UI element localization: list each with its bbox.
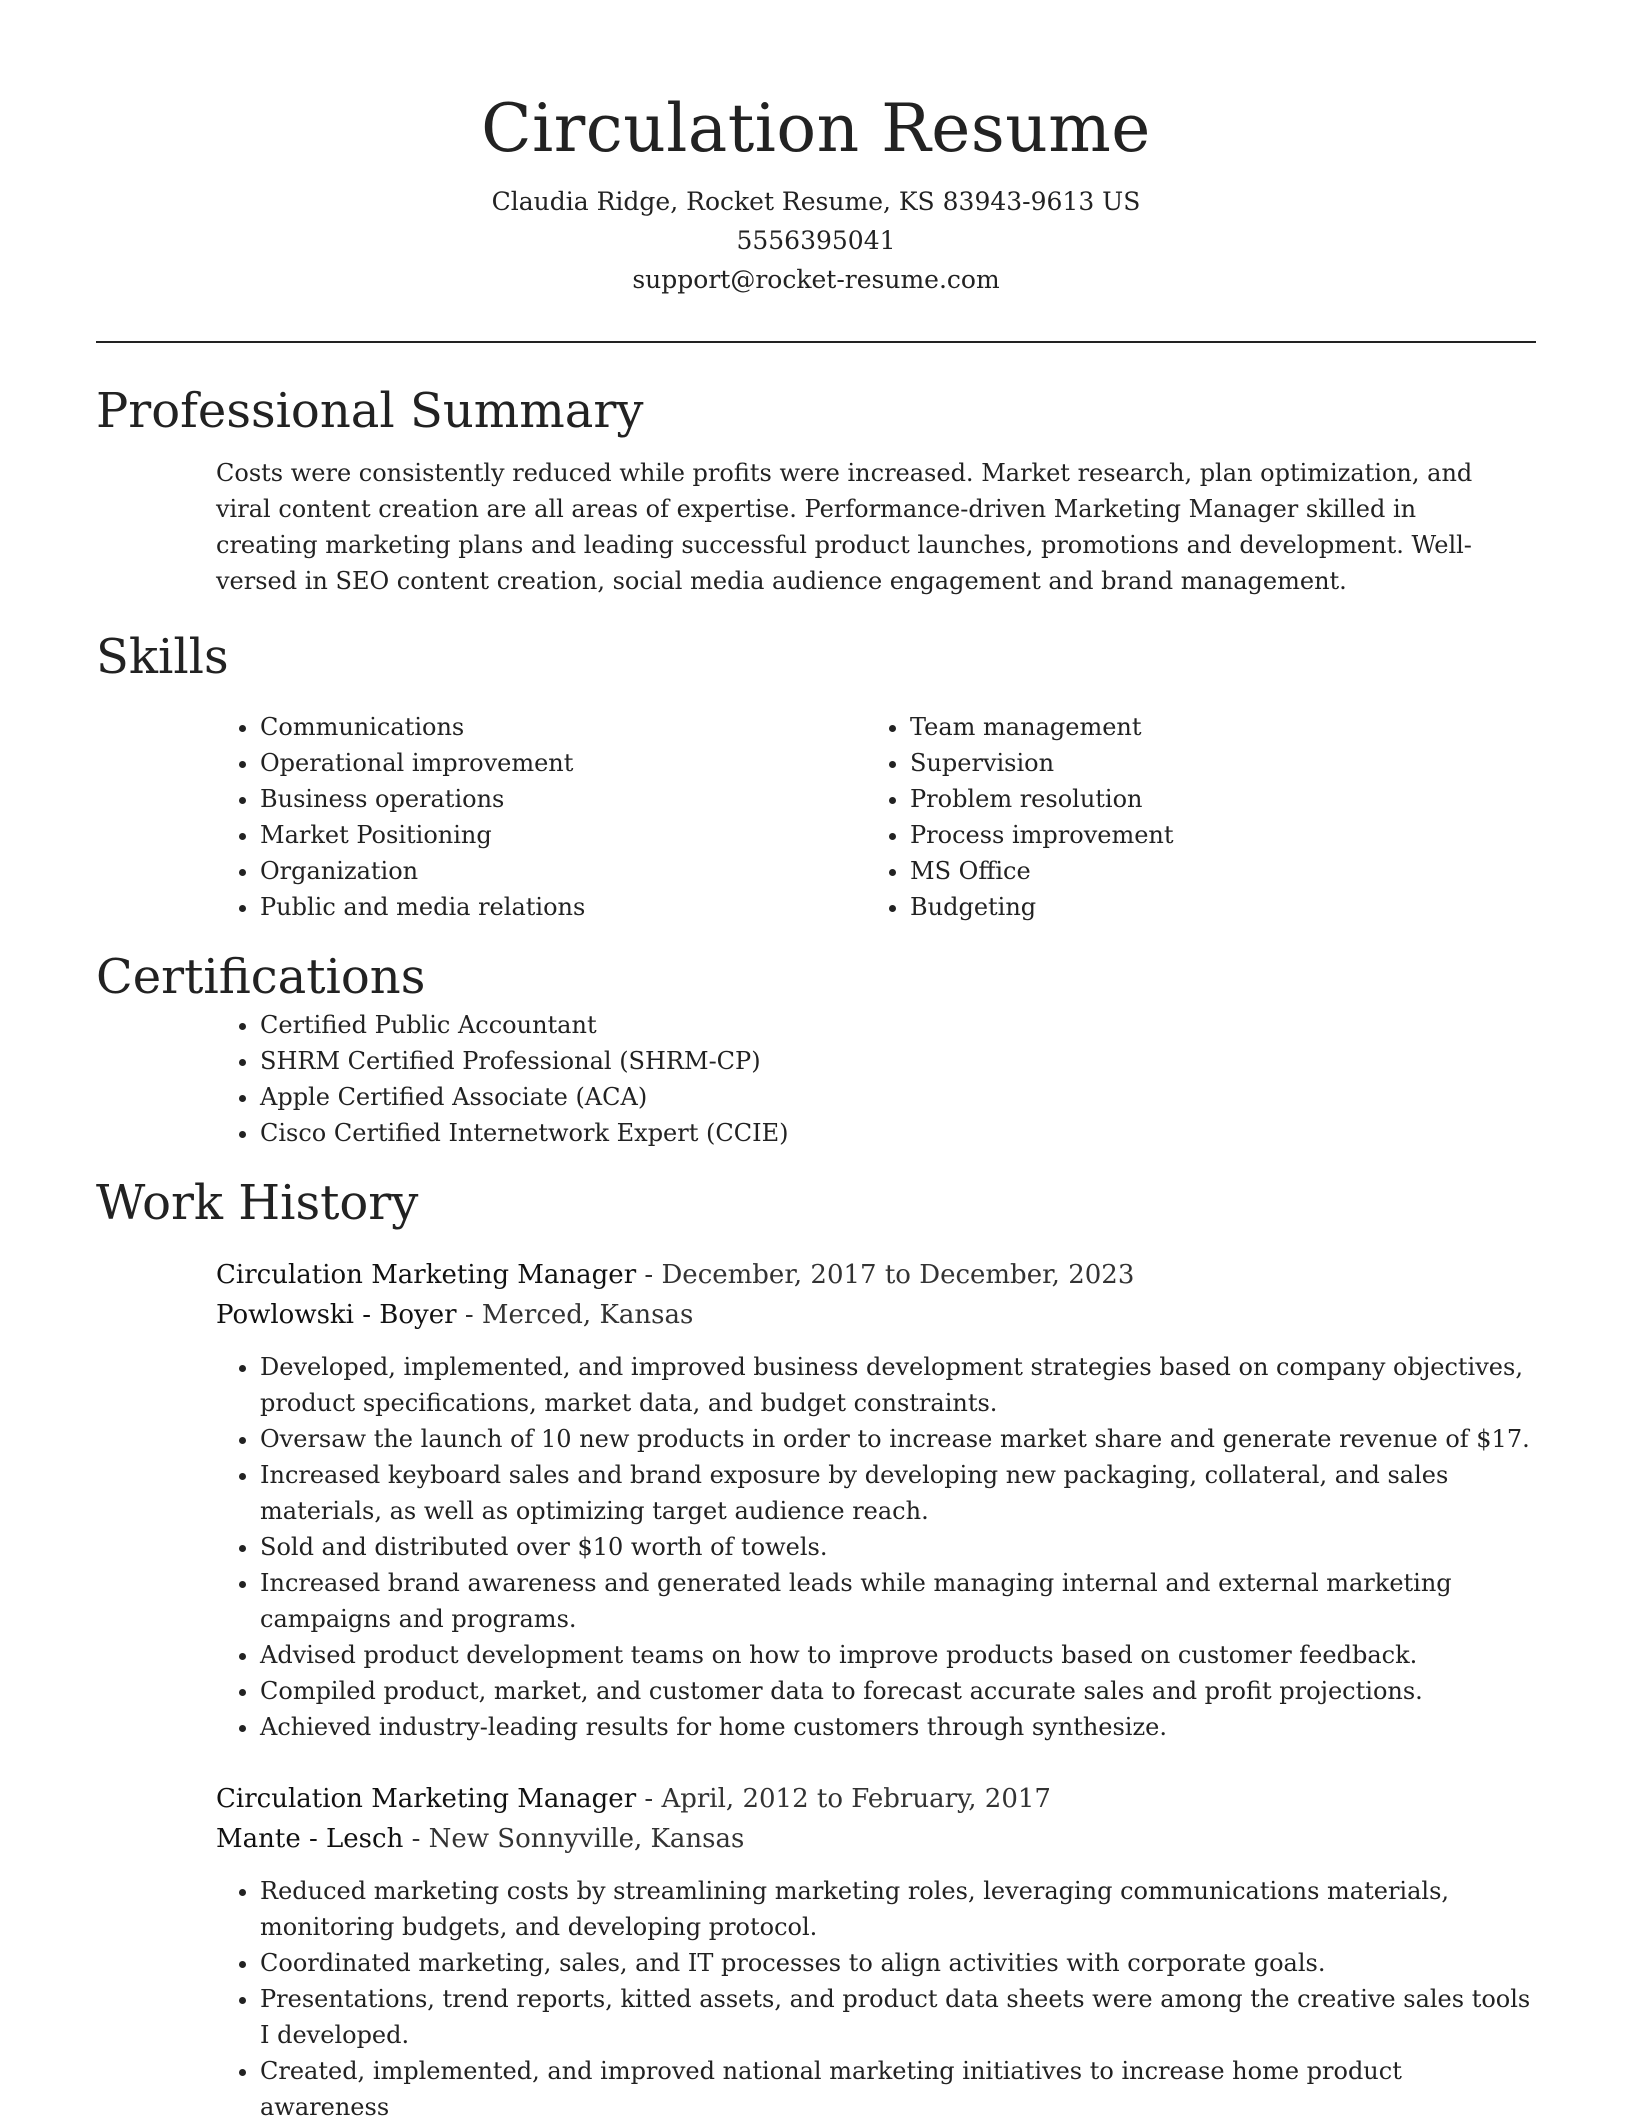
header-divider — [96, 341, 1536, 343]
job-duty: • Increased keyboard sales and brand exposure by developing new packaging, collateral, and sales materials, as well as optimizing target audience reach. — [260, 1457, 1536, 1529]
skill-item: • Supervision — [910, 745, 1396, 781]
skill-item: • Process improvement — [910, 817, 1396, 853]
summary-text: Costs were consistently reduced while profits were increased. Market research, plan optimization, and viral content creation are all areas of expertise. Performance-driven Marketing Manager skilled in creating marketing plans and leading successful product launches, promotions and development. Well-versed in SEO content creation, social media audience engagement and brand management. — [216, 459, 1473, 595]
work-history-section — [96, 1173, 1536, 2125]
job-duty: • Sold and distributed over $10 worth of towels. — [260, 1529, 1536, 1565]
job-role: Circulation Marketing Manager — [216, 1260, 637, 1290]
skills-column-left — [96, 709, 746, 925]
certifications-list — [96, 1007, 1536, 1151]
certification-item: • Apple Certified Associate (ACA) — [260, 1079, 1536, 1115]
skill-item: • Team management — [910, 709, 1396, 745]
skill-item: • Market Positioning — [260, 817, 746, 853]
contact-email: support@rocket-resume.com — [632, 265, 1000, 294]
job-location: - Merced, Kansas — [456, 1300, 694, 1330]
summary-section — [96, 381, 1536, 599]
job-title-line — [216, 1779, 1536, 1819]
skills-list-left — [96, 709, 746, 925]
job-duty: • Created, implemented, and improved national marketing initiatives to increase home product awareness — [260, 2053, 1536, 2125]
job-entry — [216, 1255, 1536, 1745]
job-title-line — [216, 1255, 1536, 1295]
job-location: - New Sonnyville, Kansas — [403, 1824, 745, 1854]
resume-page — [96, 0, 1536, 2125]
contact-phone: 5556395041 — [736, 226, 896, 255]
skills-heading: Skills — [96, 629, 229, 685]
skills-section — [96, 627, 1536, 925]
job-company-line — [216, 1819, 1536, 1859]
skill-item: • Business operations — [260, 781, 746, 817]
job-duty: • Increased brand awareness and generated leads while managing internal and external marketing campaigns and programs. — [260, 1565, 1536, 1637]
job-duty: • Coordinated marketing, sales, and IT processes to align activities with corporate goals. — [260, 1945, 1536, 1981]
job-duty: • Reduced marketing costs by streamlining marketing roles, leveraging communications materials, monitoring budgets, and developing protocol. — [260, 1873, 1536, 1945]
skill-item: • Problem resolution — [910, 781, 1396, 817]
job-entry — [216, 1779, 1536, 2125]
skills-list-right — [746, 709, 1396, 925]
certification-item: • Cisco Certified Internetwork Expert (CCIE) — [260, 1115, 1536, 1151]
certifications-section — [96, 947, 1536, 1151]
certification-item: • Certified Public Accountant — [260, 1007, 1536, 1043]
skill-item: • Communications — [260, 709, 746, 745]
resume-title: Circulation Resume — [481, 90, 1151, 167]
skill-item: • Organization — [260, 853, 746, 889]
job-duty: • Achieved industry-leading results for home customers through synthesize. — [260, 1709, 1536, 1745]
job-role: Circulation Marketing Manager — [216, 1784, 637, 1814]
job-duty: • Developed, implemented, and improved business development strategies based on company objectives, product specifications, market data, and budget constraints. — [260, 1349, 1536, 1421]
skill-item: • Public and media relations — [260, 889, 746, 925]
certification-item: • SHRM Certified Professional (SHRM-CP) — [260, 1043, 1536, 1079]
contact-address: Claudia Ridge, Rocket Resume, KS 83943-9613 US — [491, 187, 1141, 216]
job-dates: - April, 2012 to February, 2017 — [636, 1784, 1051, 1814]
skill-item: • MS Office — [910, 853, 1396, 889]
skills-grid — [96, 709, 1536, 925]
certifications-heading: Certifications — [96, 949, 426, 1005]
job-duty: • Compiled product, market, and customer data to forecast accurate sales and profit projections. — [260, 1673, 1536, 1709]
job-company: Mante - Lesch — [216, 1824, 404, 1854]
job-company: Powlowski - Boyer — [216, 1300, 457, 1330]
job-duty: • Presentations, trend reports, kitted assets, and product data sheets were among the creative sales tools I developed. — [260, 1981, 1536, 2053]
resume-header — [96, 0, 1536, 299]
skills-column-right — [746, 709, 1396, 925]
job-dates: - December, 2017 to December, 2023 — [636, 1260, 1135, 1290]
skill-item: • Operational improvement — [260, 745, 746, 781]
skill-item: • Budgeting — [910, 889, 1396, 925]
job-duties-list — [216, 1873, 1536, 2125]
summary-heading: Professional Summary — [96, 383, 644, 439]
job-duties-list — [216, 1349, 1536, 1745]
job-duty: • Advised product development teams on how to improve products based on customer feedback. — [260, 1637, 1536, 1673]
job-duty: • Oversaw the launch of 10 new products in order to increase market share and generate revenue of $17. — [260, 1421, 1536, 1457]
contact-block — [96, 182, 1536, 299]
work-history-heading: Work History — [96, 1175, 419, 1231]
job-company-line — [216, 1295, 1536, 1335]
